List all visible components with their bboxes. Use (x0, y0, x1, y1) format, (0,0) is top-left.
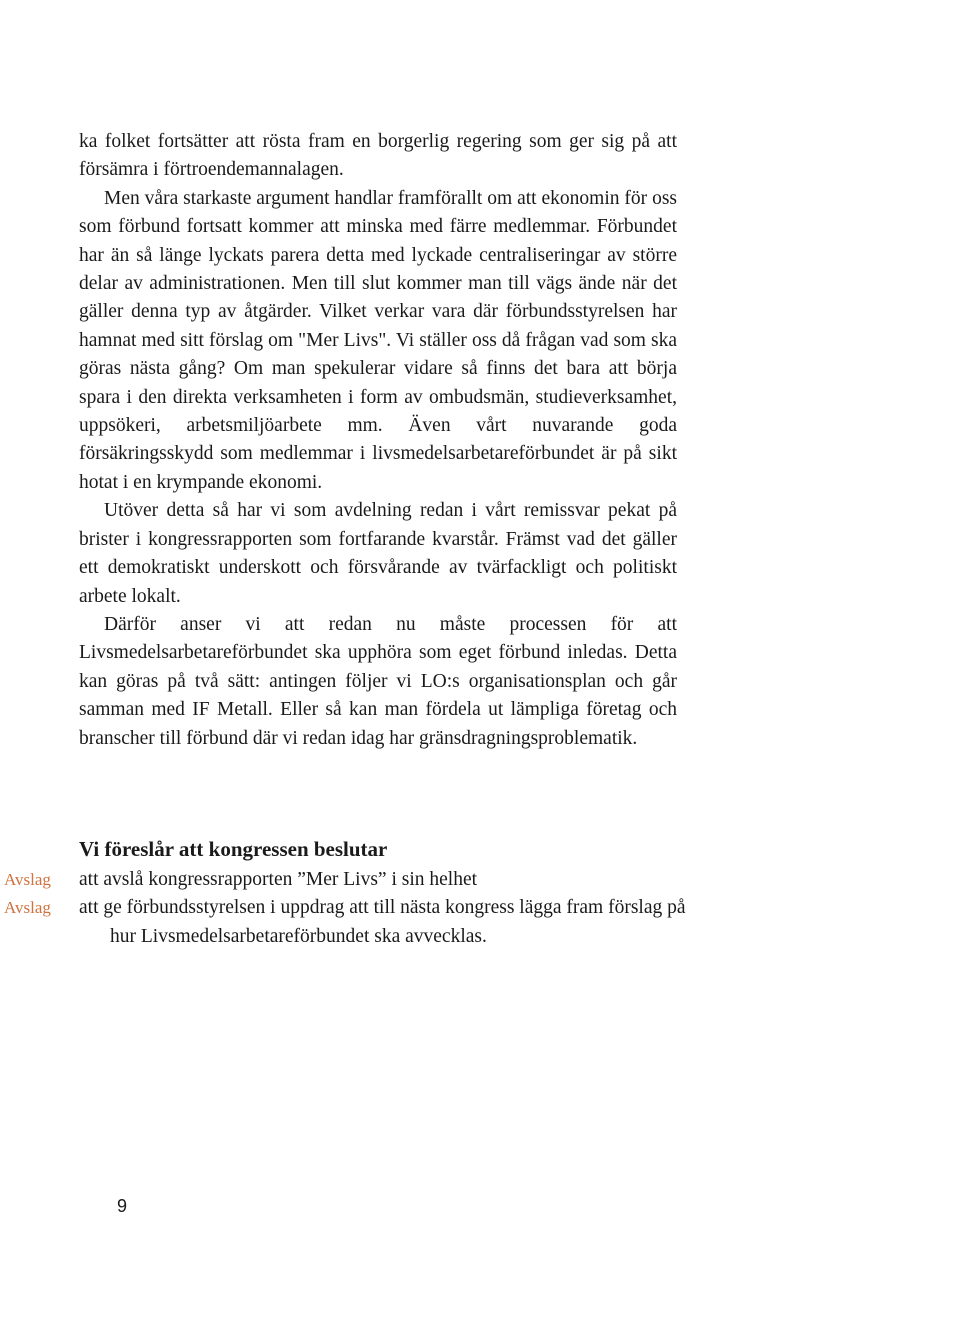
paragraph-2: Men våra starkaste argument handlar framförallt om att ekonomin för oss som förbund fortsatt kommer att minska med färre medlemmar. Förbundet har än så länge lyckats parera detta med lyckade centraliseringar av större delar av administrationen. Men till slut kommer man till vägs ände när det gäller denna typ av åtgärder. Vilket verkar vara där förbundsstyrelsen har hamnat med sitt förslag om "Mer Livs". Vi ställer oss då frågan vad som ska göras nästa gång? Om man spekulerar vidare så finns det bara att börja spara i den direkta verksamheten i form av ombudsmän, studieverksamhet, uppsökeri, arbetsmiljöarbete mm. Även vårt nuvarande goda försäkringsskydd som medlemmar i livsmedelsarbetareförbundet är på sikt hotat i en krympande ekonomi. (79, 187, 677, 493)
margin-note-avslag: Avslag (4, 870, 51, 889)
proposal-text (79, 866, 700, 894)
proposal-item (0, 866, 700, 894)
proposal-text (79, 894, 700, 951)
proposal-item (0, 894, 700, 951)
paragraph-3: Utöver detta så har vi som avdelning redan i vårt remissvar pekat på brister i kongressrapporten som fortfarande kvarstår. Främst vad det gäller ett demokratiskt underskott och försvårande av tvärfackligt och politiskt arbete lokalt. (79, 500, 677, 607)
proposal-list (0, 866, 700, 951)
proposal-body: ge förbundsstyrelsen i uppdrag att till nästa kongress lägga fram förslag på hur Livsmedelsarbetareförbundet ska avvecklas. (103, 897, 686, 947)
paragraph-4: Därför anser vi att redan nu måste processen för att Livsmedelsarbetareförbundet ska upphöra som eget förbund inledas. Detta kan göras på två sätt: antingen följer vi LO:s organisationsplan och går samman med IF Metall. Eller så kan man fördela ut lämpliga företag och branscher till förbund där vi redan idag har gränsdragningsproblematik. (79, 613, 677, 749)
page-number: 9 (117, 1196, 128, 1216)
proposal-body: avslå kongressrapporten ”Mer Livs” i sin helhet (103, 869, 478, 890)
proposal-heading: Vi föreslår att kongressen beslutar (79, 837, 388, 861)
body-text (79, 128, 677, 753)
proposal-keyword: att (79, 869, 99, 890)
margin-note-avslag: Avslag (4, 898, 51, 918)
paragraph-1: ka folket fortsätter att rösta fram en borgerlig regering som ger sig på att försämra i förtroendemannalagen. (79, 131, 677, 181)
proposal-keyword: att (79, 897, 99, 919)
